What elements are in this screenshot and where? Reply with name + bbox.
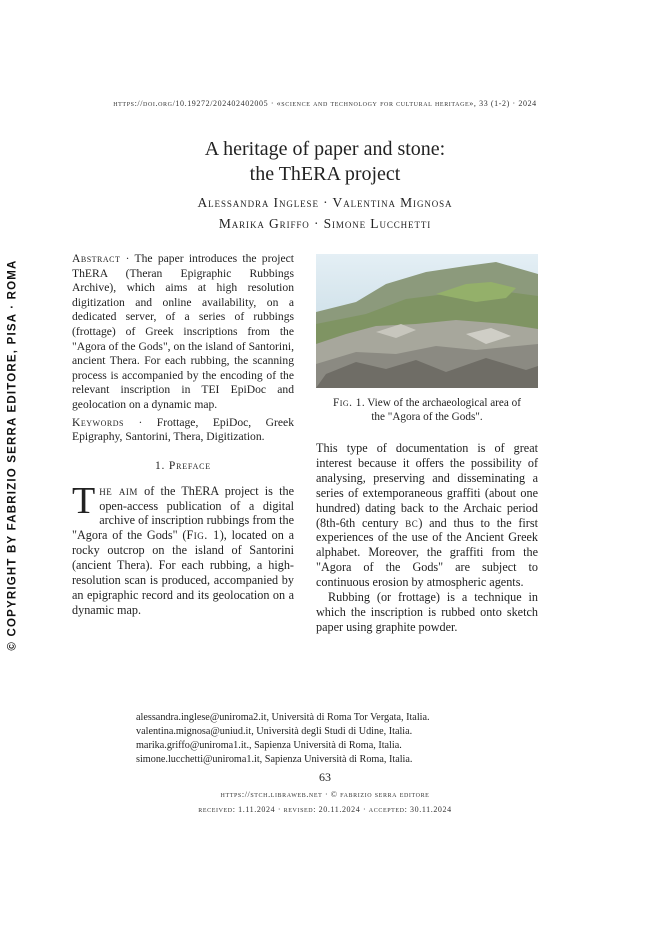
body-right [316,441,538,635]
left-column [72,252,294,618]
figure-label: Fig. 1 [333,397,362,409]
affiliation-1: alessandra.inglese@uniroma2.it, Università di Roma Tor Vergata, Italia. [136,712,430,723]
paragraph-3-text: Rubbing (or frottage) is a technique in which the inscription is rubbed onto sketch paper using graphite powder. [316,590,538,634]
right-column [316,441,538,635]
figure-reference: Fig. 1 [186,528,220,543]
figure-caption [316,396,538,424]
title-line-1: A heritage of paper and stone: [204,138,446,160]
paragraph-1-text-2: ), located on a rocky outcrop on the island of Santorini (ancient Thera). For each rubbing, a high-resolution scan is produced, accompanied by an epigraphic record and its geolocation on a dynamic map. [72,528,295,617]
abstract-text: · The paper introduces the project ThERA (Theran Epigraphic Rubbings Archive), which aims at high resolution digitization and online availability, on a dedicated server, of a series of rubbings (frottage) of Greek inscriptions from the "Agora of the Gods", on the island of Santorini, ancient Thera. For each rubbing, the scanning process is accompanied by the encoding of the relevant inscription in TEI EpiDoc and geolocation on a dynamic map. [72,252,294,411]
paragraph-1-text: of the ThERA project is the open-access publication of a digital archive of inscription rubbings from the "Agora of the Gods" ( [72,483,295,543]
authors [90,192,560,234]
copyright-sidebar [2,250,24,660]
abstract [72,252,294,445]
archaeological-site-photo [316,254,538,388]
running-head: https://doi.org/10.19272/202402402005 · «science and technology for cultural heritage», 33 (1-2) · 2024 [113,99,537,108]
authors-line-1: Alessandra Inglese · Valentina Mignosa [197,195,453,210]
copyright-text: © COPYRIGHT BY FABRIZIO SERRA EDITORE, PISA · ROMA [7,259,19,651]
drop-cap: T [72,479,96,522]
keywords-paragraph [72,416,294,445]
affiliation-2: valentina.mignosa@uniud.it, Università degli Studi di Udine, Italia. [136,726,413,737]
figure-caption-text: . View of the archaeological area of the "Agora of the Gods". [361,397,521,423]
body-paragraph-1 [72,479,295,618]
affiliation-4: simone.lucchetti@uniroma1.it, Sapienza Università di Roma, Italia. [136,754,413,765]
paragraph-2-text: This type of documentation is of great interest because it offers the possibility of analysing, preserving and disseminating a series of extemporaneous graffiti (about one hundred) dating back to the Archaic period (8th-6th century [316,441,538,530]
keywords-label: Keywords [72,415,124,429]
authors-line-2: Marika Griffo · Simone Lucchetti [218,216,432,231]
body-paragraph-3 [316,590,538,635]
author-affiliations [136,711,556,767]
affiliation-3: marika.griffo@uniroma1.it., Sapienza Università di Roma, Italia. [136,740,402,751]
paragraph-lead: he aim [99,483,138,498]
footer-publisher: https://stch.libraweb.net · © fabrizio serra editore [220,790,430,799]
footer-dates: received: 1.11.2024 · revised: 20.11.2024 · accepted: 30.11.2024 [198,805,452,814]
figure-1 [316,254,538,424]
page-number: 63 [319,770,331,784]
body-left [72,479,295,618]
abstract-paragraph [72,252,294,413]
paper-title [90,137,560,187]
abstract-label: Abstract [72,252,121,265]
body-paragraph-2 [316,441,538,590]
paragraph-2-text-2: ) and thus to the first experiences of the use of the Ancient Greek alphabet. Moreover, the graffiti from the "Agora of the Gods" are subject to continuous erosion by atmospheric agents. [316,515,538,590]
keywords-text: · Frottage, EpiDoc, Greek Epigraphy, Santorini, Thera, Digitization. [72,415,294,444]
era-bc: bc [405,515,419,530]
title-line-2: the ThERA project [249,163,401,185]
section-heading: 1. Preface [155,459,211,472]
